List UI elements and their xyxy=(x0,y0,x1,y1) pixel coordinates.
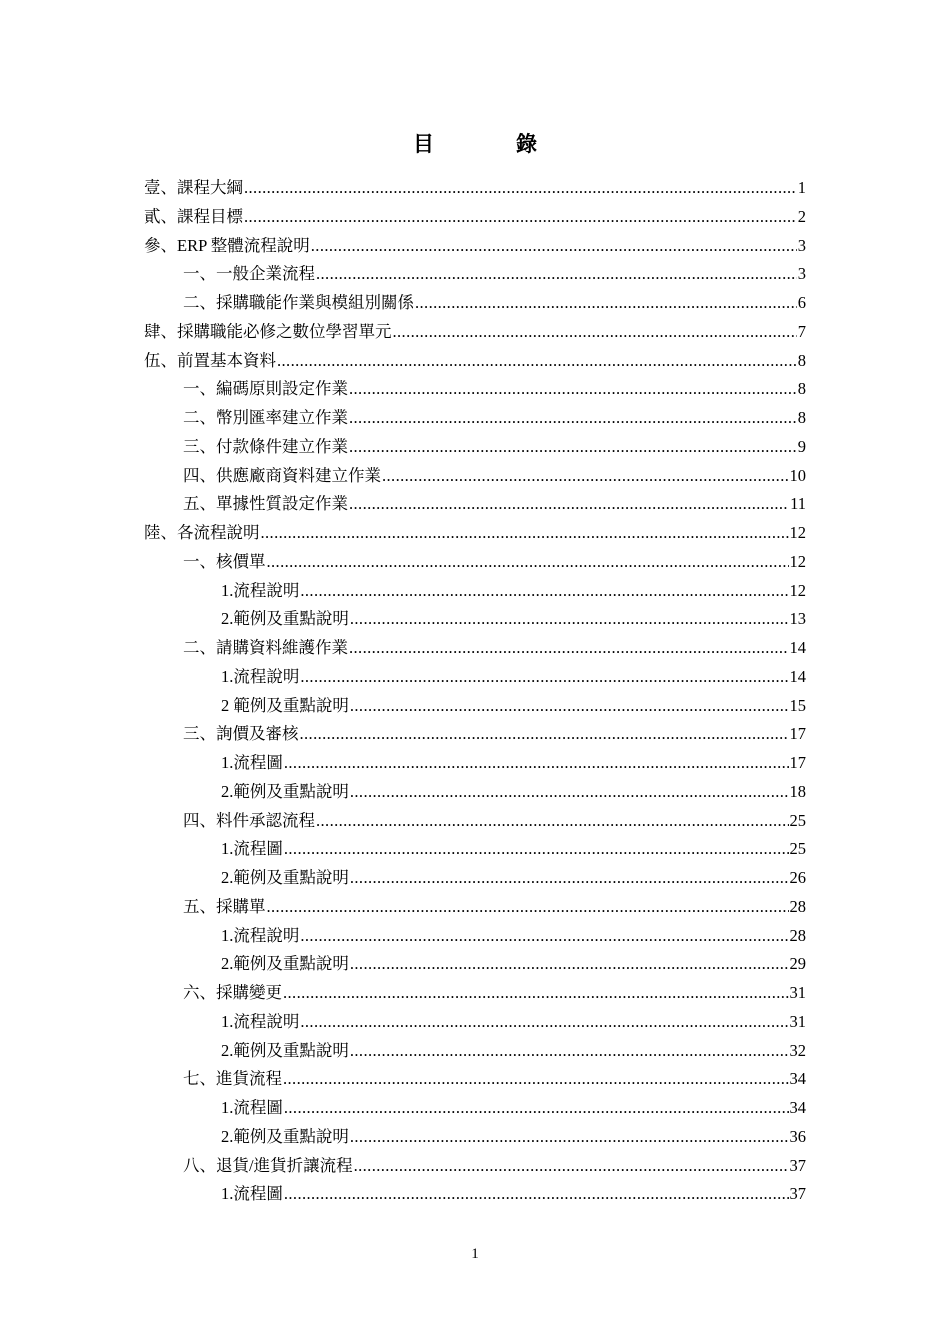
toc-dot-leader xyxy=(267,897,789,917)
title-char-2: 錄 xyxy=(516,132,537,156)
toc-entry-label: 2.範例及重點說明 xyxy=(221,954,349,974)
toc-entry-label: 1.流程圖 xyxy=(221,1098,283,1117)
toc-dot-leader xyxy=(382,466,789,486)
toc-entry[interactable] xyxy=(221,1184,806,1204)
toc-entry[interactable] xyxy=(221,609,806,629)
toc-entry[interactable] xyxy=(144,207,806,227)
toc-entry-page: 13 xyxy=(789,609,806,629)
toc-dot-leader xyxy=(349,638,789,658)
toc-dot-leader xyxy=(300,724,789,744)
toc-entry-label: 三、付款條件建立作業 xyxy=(183,436,348,456)
toc-entry[interactable] xyxy=(144,236,806,256)
toc-entry-label: 一、核價單 xyxy=(183,551,266,571)
toc-dot-leader xyxy=(393,322,797,342)
toc-entry-label: 二、幣別匯率建立作業 xyxy=(183,408,348,427)
toc-entry-label: 1.流程圖 xyxy=(221,753,283,772)
toc-dot-leader xyxy=(316,811,789,831)
toc-entry[interactable] xyxy=(183,1156,806,1176)
toc-entry-page: 9 xyxy=(797,436,806,456)
toc-entry-label: 2.範例及重點說明 xyxy=(221,868,349,887)
title-char-1: 目 xyxy=(413,132,434,156)
toc-entry[interactable] xyxy=(183,466,806,486)
toc-dot-leader xyxy=(349,437,797,457)
toc-dot-leader xyxy=(244,178,797,198)
toc-entry-label: 1.流程圖 xyxy=(221,839,283,859)
toc-entry-page: 14 xyxy=(789,666,806,686)
toc-entry[interactable] xyxy=(183,437,806,457)
toc-entry-page: 18 xyxy=(789,781,806,801)
toc-dot-leader xyxy=(300,926,788,946)
toc-entry[interactable] xyxy=(221,1098,806,1118)
toc-entry-page: 8 xyxy=(797,408,806,427)
toc-entry[interactable] xyxy=(144,523,806,543)
toc-dot-leader xyxy=(311,236,797,256)
toc-entry[interactable] xyxy=(183,552,806,572)
toc-dot-leader xyxy=(284,1184,789,1204)
toc-entry-page: 1 xyxy=(797,178,806,197)
toc-entry-page: 17 xyxy=(789,753,806,772)
toc-entry-label: 五、單據性質設定作業 xyxy=(183,494,348,514)
toc-entry[interactable] xyxy=(221,1012,806,1032)
toc-entry-label: 1.流程說明 xyxy=(221,666,300,686)
toc-entry-label: 2.範例及重點說明 xyxy=(221,609,349,629)
toc-entry-page: 3 xyxy=(797,235,806,255)
toc-entry[interactable] xyxy=(183,494,806,514)
toc-entry[interactable] xyxy=(183,811,806,831)
toc-entry[interactable] xyxy=(221,1041,806,1061)
toc-entry-page: 8 xyxy=(797,379,806,399)
page-title xyxy=(0,128,950,158)
toc-dot-leader xyxy=(267,552,789,572)
toc-entry[interactable] xyxy=(221,581,806,601)
toc-entry-label: 2.範例及重點說明 xyxy=(221,1126,349,1146)
toc-entry-page: 36 xyxy=(789,1126,806,1146)
toc-entry-page: 37 xyxy=(789,1184,806,1204)
toc-entry-label: 六、採購變更 xyxy=(183,983,282,1002)
toc-dot-leader xyxy=(284,1098,789,1118)
toc-entry-page: 25 xyxy=(789,810,806,830)
toc-entry[interactable] xyxy=(183,724,806,744)
toc-entry-label: 1.流程圖 xyxy=(221,1184,283,1204)
toc-dot-leader xyxy=(350,868,789,888)
toc-dot-leader xyxy=(244,207,797,227)
toc-entry-label: 1.流程說明 xyxy=(221,1011,300,1031)
toc-entry-label: 八、退貨/進貨折讓流程 xyxy=(183,1155,353,1175)
toc-entry-label: 五、採購單 xyxy=(183,896,266,916)
toc-entry-page: 25 xyxy=(789,839,806,859)
toc-entry-label: 2.範例及重點說明 xyxy=(221,1040,349,1060)
toc-dot-leader xyxy=(349,408,797,428)
toc-entry[interactable] xyxy=(183,408,806,428)
toc-dot-leader xyxy=(415,293,797,313)
toc-entry-label: 2 範例及重點說明 xyxy=(221,695,349,715)
toc-entry-page: 28 xyxy=(789,896,806,916)
toc-entry[interactable] xyxy=(221,839,806,859)
toc-dot-leader xyxy=(283,983,789,1003)
toc-dot-leader xyxy=(300,1012,788,1032)
toc-entry-label: 七、進貨流程 xyxy=(183,1069,282,1089)
toc-entry[interactable] xyxy=(221,667,806,687)
toc-dot-leader xyxy=(350,1041,789,1061)
toc-entry[interactable] xyxy=(144,351,806,371)
toc-entry-page: 11 xyxy=(790,494,806,514)
toc-entry-page: 28 xyxy=(789,925,806,945)
toc-dot-leader xyxy=(261,523,789,543)
toc-entry-page: 34 xyxy=(789,1098,806,1117)
toc-entry-page: 17 xyxy=(789,724,806,744)
toc-entry-page: 37 xyxy=(789,1155,806,1175)
toc-entry-label: 二、請購資料維護作業 xyxy=(183,638,348,657)
toc-entry-label: 伍、前置基本資料 xyxy=(144,350,276,370)
toc-entry[interactable] xyxy=(221,753,806,773)
toc-entry-page: 2 xyxy=(797,206,806,226)
toc-entry-page: 8 xyxy=(797,350,806,370)
toc-entry-label: 參、ERP 整體流程說明 xyxy=(144,235,310,255)
toc-entry-page: 12 xyxy=(789,523,806,542)
toc-entry-label: 四、料件承認流程 xyxy=(183,810,315,830)
toc-dot-leader xyxy=(350,954,789,974)
toc-entry[interactable] xyxy=(183,897,806,917)
toc-entry-page: 14 xyxy=(789,638,806,657)
toc-entry[interactable] xyxy=(183,983,806,1003)
toc-entry-page: 6 xyxy=(797,293,806,312)
toc-entry-label: 貳、課程目標 xyxy=(144,206,243,226)
toc-entry-label: 肆、採購職能必修之數位學習單元 xyxy=(144,321,392,341)
toc-dot-leader xyxy=(316,264,797,284)
toc-entry-label: 1.流程說明 xyxy=(221,925,300,945)
toc-dot-leader xyxy=(349,494,789,514)
toc-entry[interactable] xyxy=(144,322,806,342)
toc-dot-leader xyxy=(284,753,789,773)
toc-dot-leader xyxy=(349,379,797,399)
toc-entry-label: 四、供應廠商資料建立作業 xyxy=(183,465,381,485)
toc-entry[interactable] xyxy=(183,293,806,313)
toc-entry-label: 二、採購職能作業與模組別關係 xyxy=(183,293,414,312)
toc-entry-page: 3 xyxy=(797,264,806,284)
toc-entry-label: 壹、課程大綱 xyxy=(144,178,243,197)
toc-entry[interactable] xyxy=(221,926,806,946)
toc-entry[interactable] xyxy=(221,782,806,802)
toc-entry[interactable] xyxy=(221,954,806,974)
toc-entry-label: 2.範例及重點說明 xyxy=(221,781,349,801)
toc-entry-page: 34 xyxy=(789,1069,806,1089)
toc-entry-page: 31 xyxy=(789,983,806,1002)
toc-entry[interactable] xyxy=(221,868,806,888)
toc-dot-leader xyxy=(350,1127,789,1147)
toc-dot-leader xyxy=(284,839,789,859)
toc-entry[interactable] xyxy=(144,178,806,198)
toc-entry-label: 一、一般企業流程 xyxy=(183,264,315,284)
toc-entry[interactable] xyxy=(183,1069,806,1089)
toc-dot-leader xyxy=(350,696,789,716)
toc-entry-page: 31 xyxy=(789,1011,806,1031)
toc-dot-leader xyxy=(300,667,788,687)
toc-dot-leader xyxy=(354,1156,789,1176)
toc-entry-label: 一、編碼原則設定作業 xyxy=(183,379,348,399)
toc-dot-leader xyxy=(283,1069,789,1089)
toc-entry-page: 15 xyxy=(789,695,806,715)
toc-entry[interactable] xyxy=(183,638,806,658)
toc-dot-leader xyxy=(350,782,789,802)
toc-entry[interactable] xyxy=(221,696,806,716)
toc-entry-page: 29 xyxy=(789,954,806,974)
toc-entry-page: 7 xyxy=(797,321,806,341)
toc-entry-label: 陸、各流程說明 xyxy=(144,523,260,542)
toc-dot-leader xyxy=(300,581,788,601)
toc-dot-leader xyxy=(350,609,789,629)
page-number: 1 xyxy=(471,1246,479,1262)
toc-entry-page: 12 xyxy=(789,551,806,571)
toc-entry[interactable] xyxy=(221,1127,806,1147)
toc-dot-leader xyxy=(277,351,797,371)
toc-entry[interactable] xyxy=(183,264,806,284)
toc-entry-label: 三、詢價及審核 xyxy=(183,724,299,744)
toc-entry-page: 32 xyxy=(789,1040,806,1060)
toc-entry-page: 26 xyxy=(789,868,806,887)
toc-entry-page: 12 xyxy=(789,580,806,600)
toc-entry-label: 1.流程說明 xyxy=(221,580,300,600)
toc-entry[interactable] xyxy=(183,379,806,399)
toc-entry-page: 10 xyxy=(789,465,806,485)
